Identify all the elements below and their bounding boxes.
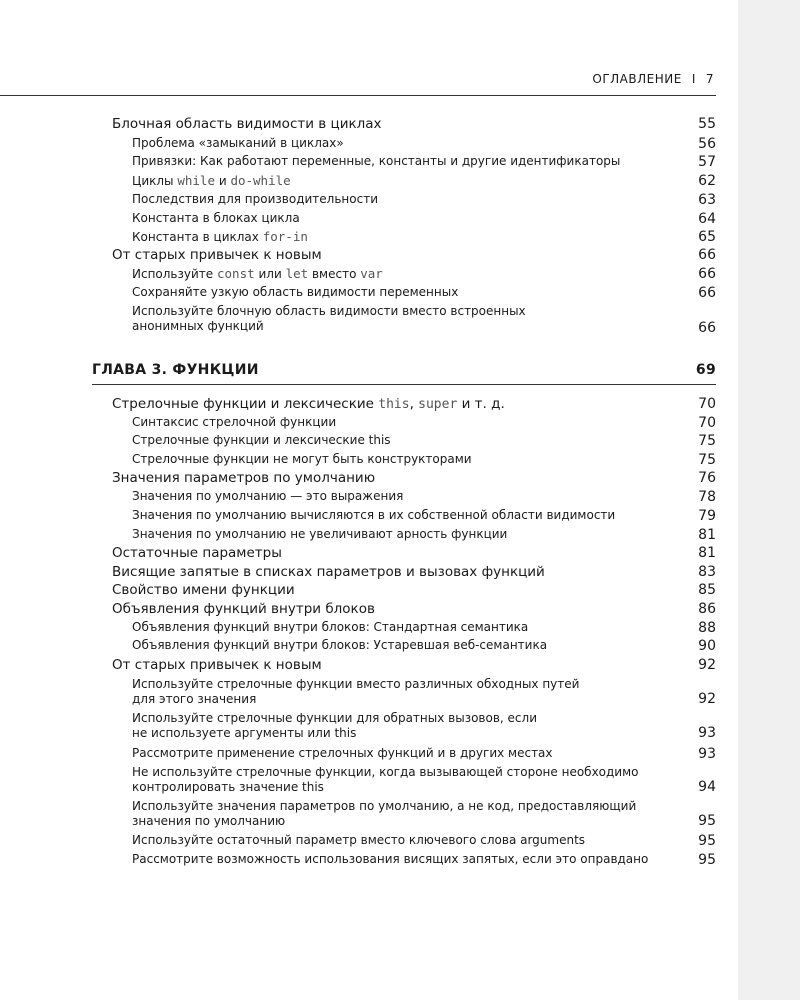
toc-entry-title: Значения параметров по умолчанию (112, 470, 376, 486)
toc-entry-title: Рассмотрите применение стрелочных функций и в других местах (132, 746, 553, 760)
toc-entry-title: Остаточные параметры (112, 545, 282, 561)
toc-entry-page: 88 (698, 620, 716, 636)
toc-entry-page: 81 (698, 527, 716, 543)
toc-entry-page: 79 (698, 508, 716, 524)
toc-entry-title: Сохраняйте узкую область видимости переменных (132, 285, 459, 299)
toc-entry-page: 92 (698, 691, 716, 707)
header-rule (0, 95, 716, 96)
toc-entry-title: Объявления функций внутри блоков: Устаревшая веб-семантика (132, 638, 548, 652)
page-margin-strip (738, 0, 800, 1000)
toc-entry-page: 70 (698, 396, 716, 412)
toc-entry-title: От старых привычек к новым (112, 247, 322, 263)
chapter-title: ГЛАВА 3. ФУНКЦИИ (92, 362, 259, 378)
toc-entry-page: 95 (698, 852, 716, 868)
toc-entry-page: 93 (698, 725, 716, 741)
toc-entry-title: Константа в блоках цикла (132, 211, 300, 225)
toc-entry-title: Используйте стрелочные функции вместо различных обходных путей для этого значения (132, 677, 580, 706)
toc-entry-page: 95 (698, 833, 716, 849)
toc-entry-page: 56 (698, 136, 716, 152)
toc-entry-page: 95 (698, 813, 716, 829)
toc-entry-title: Стрелочные функции не могут быть конструкторами (132, 452, 472, 466)
chapter-rule (92, 384, 716, 385)
toc-entry-title: Синтаксис стрелочной функции (132, 415, 337, 429)
toc-entry-title: Используйте стрелочные функции для обратных вызовов, если не используете аргументы или this (132, 711, 537, 740)
toc-entry-page: 85 (698, 582, 716, 598)
chapter-heading[interactable] (92, 362, 716, 378)
chapter-page: 69 (695, 362, 716, 378)
toc-entry-title: Значения по умолчанию вычисляются в их собственной области видимости (132, 508, 616, 522)
toc-entry-title: Объявления функций внутри блоков (112, 601, 375, 617)
toc-entry-page: 62 (698, 173, 716, 189)
toc-entry-page: 75 (698, 433, 716, 449)
toc-entry-title: Не используйте стрелочные функции, когда вызывающей стороне необходимо контролировать значение this (132, 765, 639, 794)
toc-entry-title: Стрелочные функции и лексические this, super и т. д. (112, 396, 505, 412)
toc-entry-page: 66 (698, 320, 716, 336)
toc-entry-title: Значения по умолчанию не увеличивают арность функции (132, 527, 508, 541)
toc-entry-title: Используйте остаточный параметр вместо ключевого слова arguments (132, 833, 586, 847)
toc-entry-page: 94 (698, 779, 716, 795)
toc-entry-page: 66 (698, 247, 716, 263)
toc-entry-title: Висящие запятые в списках параметров и вызовах функций (112, 564, 545, 580)
toc-entry-page: 64 (698, 211, 716, 227)
toc-entry-page: 83 (698, 564, 716, 580)
running-header (592, 72, 714, 86)
toc-entry-title: От старых привычек к новым (112, 657, 322, 673)
toc-entry-page: 76 (698, 470, 716, 486)
toc-entry-page: 55 (698, 116, 716, 132)
toc-entry-page: 75 (698, 452, 716, 468)
toc-entry-title: Циклы while и do-while (132, 173, 291, 188)
toc-entry-title: Используйте блочную область видимости вместо встроенных анонимных функций (132, 304, 526, 333)
toc-entry-title: Используйте значения параметров по умолчанию, а не код, предоставляющий значения по умолчанию (132, 799, 637, 828)
toc-entry-title: Объявления функций внутри блоков: Стандартная семантика (132, 620, 529, 634)
toc-entry-title: Последствия для производительности (132, 192, 378, 206)
toc-entry-page: 93 (698, 746, 716, 762)
toc-entry-title: Блочная область видимости в циклах (112, 116, 382, 132)
toc-entry-page: 90 (698, 638, 716, 654)
toc-entry-title: Проблема «замыканий в циклах» (132, 136, 344, 150)
toc-entry-page: 70 (698, 415, 716, 431)
toc-entry-page: 65 (698, 229, 716, 245)
toc-entry-page: 63 (698, 192, 716, 208)
toc-entry-title: Константа в циклах for-in (132, 229, 308, 244)
toc-entry-title: Свойство имени функции (112, 582, 295, 598)
toc-entry-page: 81 (698, 545, 716, 561)
toc-entry-title: Используйте const или let вместо var (132, 266, 383, 281)
toc-entry-page: 86 (698, 601, 716, 617)
toc-entry-page: 92 (698, 657, 716, 673)
header-section: ОГЛАВЛЕНИЕ (592, 72, 682, 86)
toc-entry-title: Рассмотрите возможность использования висящих запятых, если это оправдано (132, 852, 649, 866)
header-page-number: 7 (705, 72, 714, 86)
toc-entry-title: Привязки: Как работают переменные, константы и другие идентификаторы (132, 154, 621, 168)
toc-entry-page: 57 (698, 154, 716, 170)
header-separator: I (691, 72, 696, 86)
toc-entry-page: 66 (698, 266, 716, 282)
toc-entry-title: Значения по умолчанию — это выражения (132, 489, 404, 503)
toc-entry-title: Стрелочные функции и лексические this (132, 433, 391, 447)
toc-entry-page: 66 (698, 285, 716, 301)
toc-entry-page: 78 (698, 489, 716, 505)
